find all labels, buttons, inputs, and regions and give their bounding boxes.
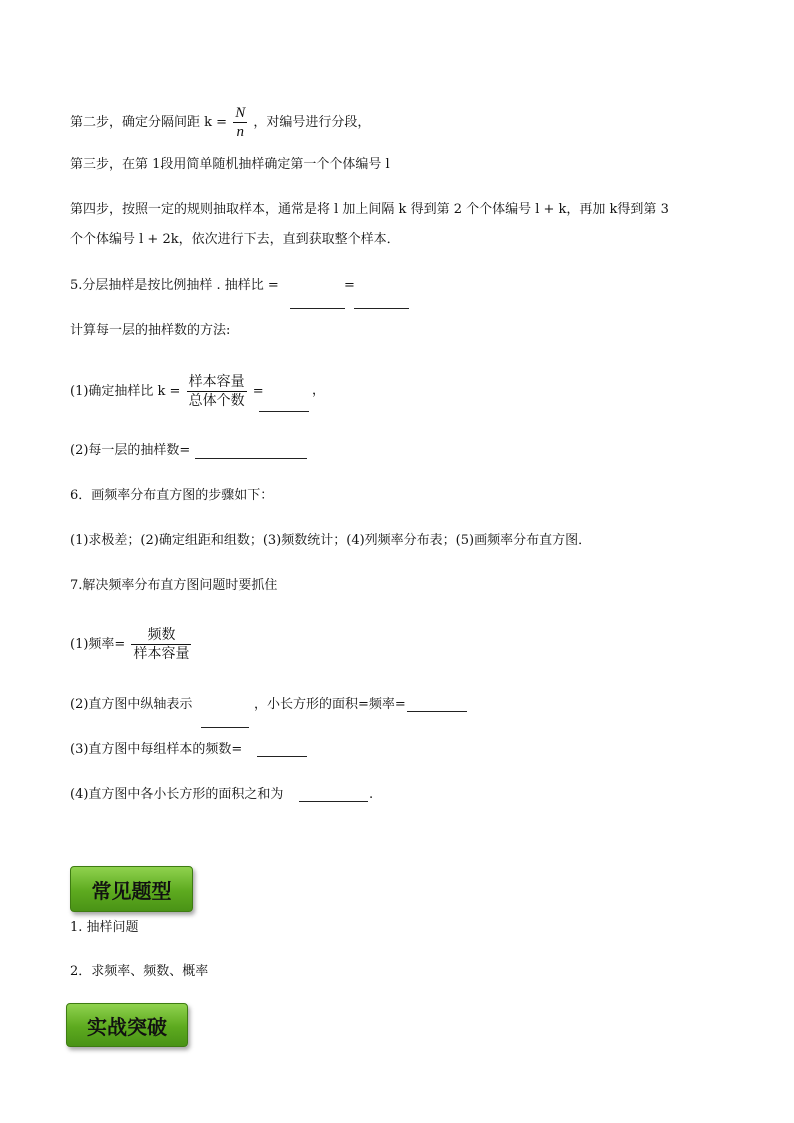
calc-title: 计算每一层的抽样数的方法:	[70, 323, 231, 338]
blank-calc1	[259, 411, 309, 412]
badge-practice: 实战突破	[66, 1003, 188, 1047]
hist1-line	[70, 626, 193, 663]
step3-line: 第三步，在第 1段用简单随机抽样确定第一个个体编号 l	[70, 157, 390, 172]
blank-hist2-freq	[407, 711, 467, 712]
blank-calc2	[195, 458, 307, 459]
fraction-frequency	[131, 626, 191, 663]
hist1-prefix: (1)频率=	[70, 637, 126, 652]
type-1: 1. 抽样问题	[70, 920, 139, 935]
hist3-line: (3)直方图中每组样本的频数=	[70, 742, 243, 757]
hist2-mid: ，小长方形的面积=频率=	[254, 697, 406, 712]
type-2: 2．求频率、频数、概率	[70, 964, 209, 979]
blank-hist3	[257, 756, 307, 757]
calc1-line	[70, 373, 264, 410]
blank-ratio-2	[354, 308, 409, 309]
step2-after: ，对编号进行分段，	[253, 115, 371, 130]
step4-line2: 个个体编号 l + 2k，依次进行下去，直到获取整个样本．	[70, 232, 400, 247]
calc1-suffix: ，	[312, 383, 326, 398]
step4-line1: 第四步，按照一定的规则抽取样本，通常是将 l 加上间隔 k 得到第 2 个个体编号 l + k，再加 k得到第 3	[70, 202, 669, 217]
fraction-denominator: 总体个数	[188, 393, 245, 409]
fraction-sample-ratio	[187, 373, 247, 410]
step2-line	[70, 104, 370, 141]
item6-title: 6．画频率分布直方图的步骤如下：	[70, 488, 274, 503]
fraction-denominator: 样本容量	[133, 646, 190, 662]
step2-text: 第二步，确定分隔间距	[70, 115, 201, 130]
fraction-numerator: N	[235, 105, 246, 121]
fraction-denominator: n	[236, 124, 244, 140]
calc1-eq: =	[252, 384, 264, 399]
fraction-numerator: 频数	[131, 626, 191, 645]
blank-ratio-1	[290, 308, 345, 309]
fraction-N-over-n	[233, 104, 247, 141]
calc1-prefix: (1)确定抽样比 k =	[70, 384, 181, 399]
blank-hist2-axis	[201, 727, 249, 728]
blank-hist4	[299, 801, 368, 802]
hist4-line: (4)直方图中各小长方形的面积之和为	[70, 787, 284, 802]
item5-eq: =	[344, 278, 355, 293]
hist2-prefix: (2)直方图中纵轴表示	[70, 697, 193, 712]
item7-title: 7.解决频率分布直方图问题时要抓住	[70, 578, 278, 593]
badge-common-types: 常见题型	[70, 866, 193, 912]
hist4-end: .	[369, 787, 374, 802]
k-equals: k =	[204, 115, 228, 130]
item6-steps: (1)求极差；(2)确定组距和组数；(3)频数统计；(4)列频率分布表；(5)画频率分布直方图．	[70, 533, 592, 548]
calc2-line: (2)每一层的抽样数=	[70, 443, 191, 458]
item5-text: 5.分层抽样是按比例抽样 . 抽样比 =	[70, 278, 279, 293]
item5-line	[70, 278, 279, 294]
fraction-numerator: 样本容量	[188, 374, 245, 390]
